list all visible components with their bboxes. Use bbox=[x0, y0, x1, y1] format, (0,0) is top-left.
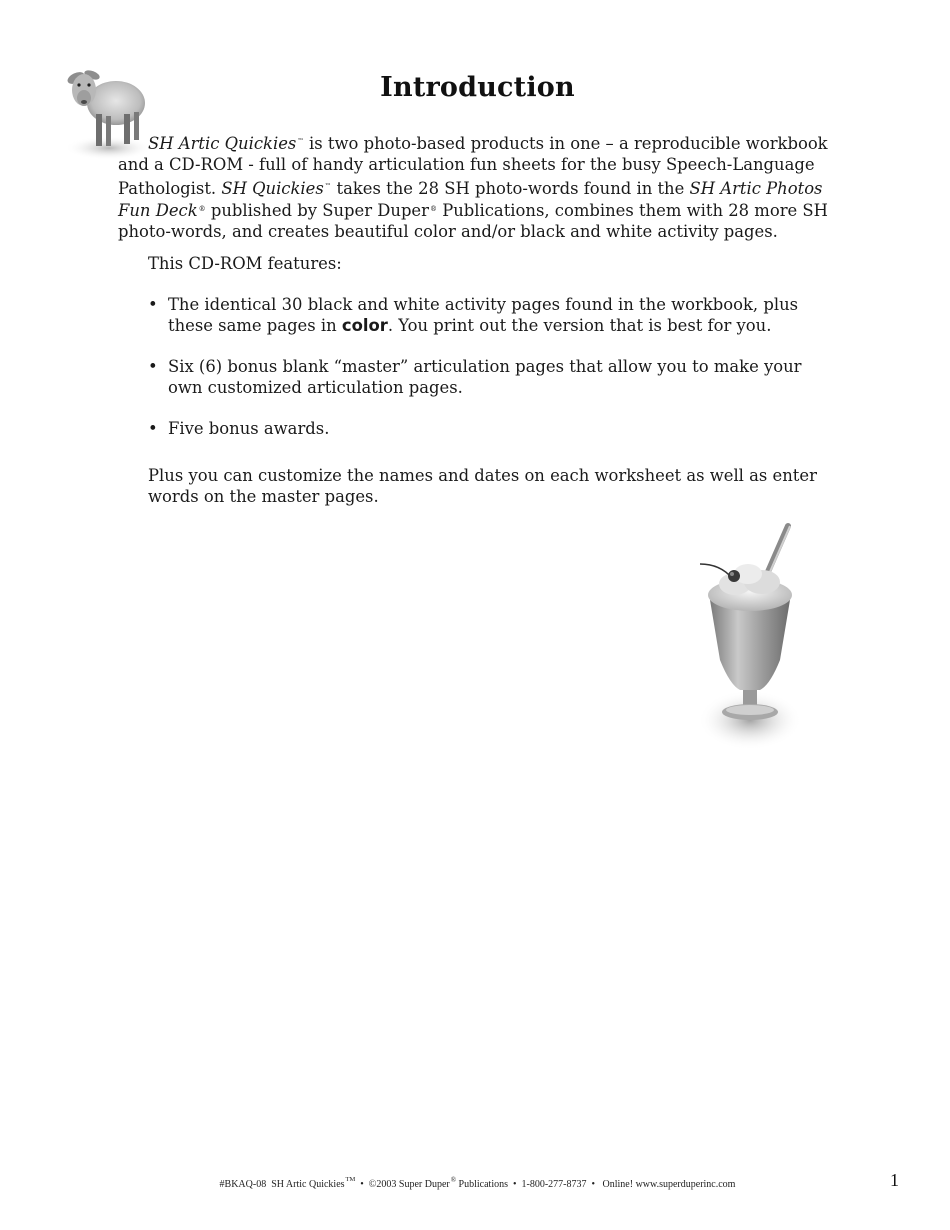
footer-online: Online! www.superduperinc.com bbox=[602, 1179, 736, 1190]
footer-copyright: ©2003 Super Duper bbox=[368, 1179, 450, 1190]
footer-separator: • bbox=[360, 1179, 364, 1190]
registered-mark: ® bbox=[450, 1176, 457, 1184]
trademark-mark: ™ bbox=[297, 137, 304, 145]
intro-paragraph bbox=[118, 131, 834, 243]
intro-text-3: published by Super Duper bbox=[205, 201, 429, 221]
footer-separator: • bbox=[513, 1179, 517, 1190]
short-product-name: SH Quickies bbox=[221, 178, 324, 198]
feature-text: Five bonus awards. bbox=[168, 419, 330, 439]
registered-mark: ® bbox=[198, 205, 206, 214]
feature-text: The identical 30 black and white activity pages found in the workbook, plus these same pages in bbox=[168, 295, 799, 335]
page-title: Introduction bbox=[380, 72, 575, 103]
intro-text-4: Publications, combines them with 28 more SH photo-words, and creates beautiful color and/or black and white activity pages. bbox=[118, 201, 828, 242]
page-number: 1 bbox=[890, 1170, 899, 1190]
feature-text: Six (6) bonus blank “master” articulation pages that allow you to make your own customized articulation pages. bbox=[168, 357, 802, 397]
footer-phone: 1-800-277-8737 bbox=[521, 1179, 587, 1190]
features-list bbox=[148, 295, 828, 460]
page-footer bbox=[0, 1176, 950, 1190]
intro-text-1: is two photo-based products in one – a reproducible workbook and a CD-ROM - full of handy articulation fun sheets for the busy Speech-Language Pathologist. bbox=[118, 134, 828, 198]
milkshake-photo bbox=[690, 520, 810, 756]
deck-name: SH Artic Photos Fun Deck bbox=[118, 178, 823, 221]
footer-separator: • bbox=[591, 1179, 596, 1190]
features-label: This CD-ROM features: bbox=[148, 254, 342, 273]
product-name: SH Artic Quickies bbox=[148, 134, 297, 153]
list-item bbox=[148, 357, 828, 399]
registered-mark: ® bbox=[429, 205, 437, 214]
feature-bold-text: color bbox=[341, 315, 388, 335]
bullet-icon: • bbox=[148, 357, 158, 377]
trademark-mark: ™ bbox=[324, 181, 332, 190]
closing-paragraph: Plus you can customize the names and dates on each worksheet as well as enter words on the master pages. bbox=[148, 466, 817, 506]
footer-product: SH Artic Quickies bbox=[271, 1179, 345, 1190]
feature-text: . You print out the version that is best for you. bbox=[387, 315, 772, 335]
bullet-icon: • bbox=[148, 419, 158, 439]
footer-publisher: Publications bbox=[458, 1179, 508, 1190]
trademark-mark: TM bbox=[345, 1176, 356, 1183]
list-item bbox=[148, 419, 828, 440]
footer-code: #BKAQ-08 bbox=[219, 1179, 267, 1190]
list-item bbox=[148, 295, 828, 337]
bullet-icon: • bbox=[148, 295, 158, 314]
intro-text-2: takes the 28 SH photo-words found in the bbox=[331, 178, 690, 198]
